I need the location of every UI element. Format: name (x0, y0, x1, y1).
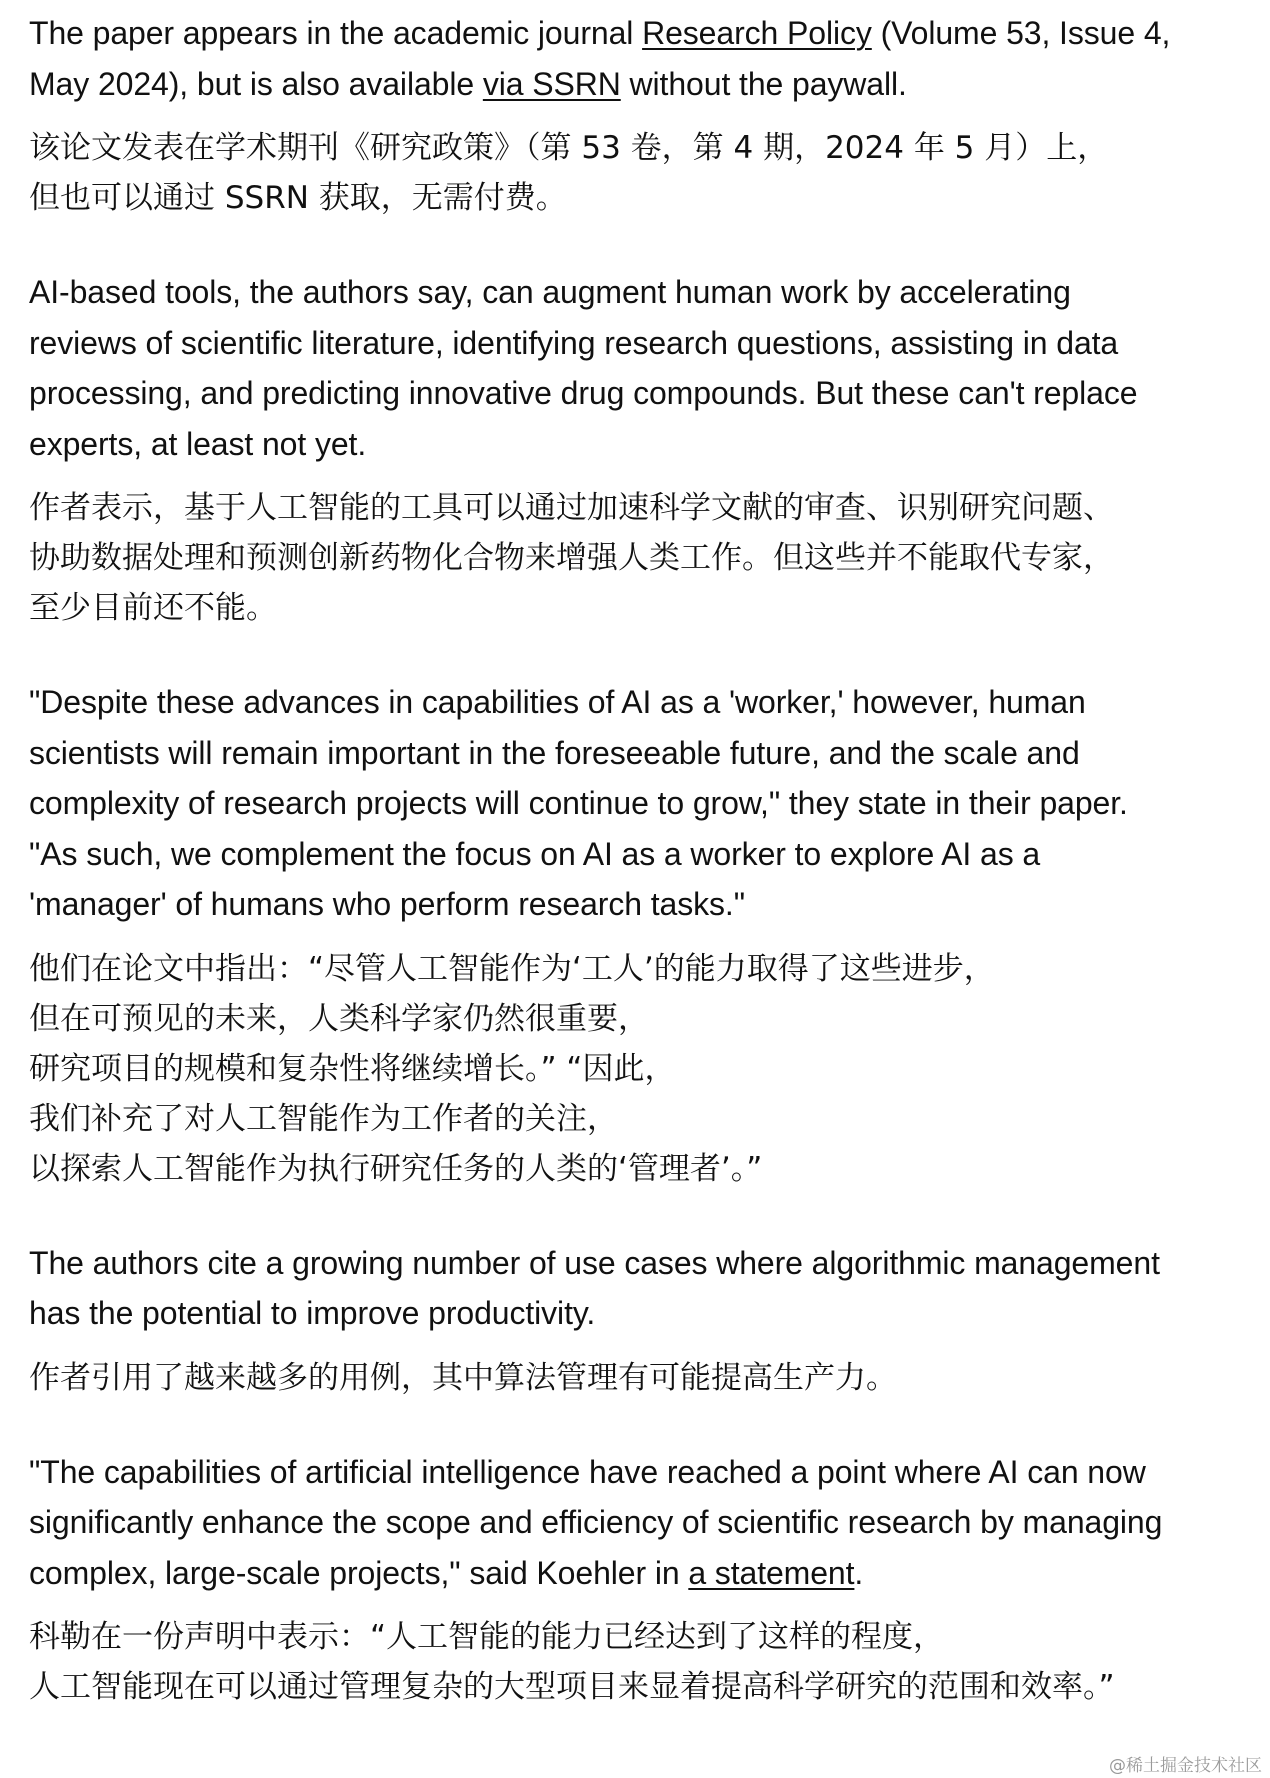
en-line: scientists will remain important in the foreseeable future, and the scale and (29, 734, 1080, 771)
text-segment: The paper appears in the academic journal (29, 15, 643, 51)
spacer (29, 633, 1249, 677)
spacer (29, 109, 1249, 123)
research-policy-link[interactable]: Research Policy (642, 15, 872, 51)
en-line: significantly enhance the scope and efficiency of scientific research by managing (29, 1504, 1163, 1540)
article-body (29, 8, 1249, 1712)
paragraph-zh-2 (29, 483, 1249, 633)
spacer (29, 1403, 1249, 1447)
paragraph-en-4 (29, 1238, 1249, 1339)
paragraph-en-5 (29, 1447, 1249, 1599)
spacer (29, 223, 1249, 267)
text-segment: complex, large-scale projects," said Koehler in (29, 1554, 689, 1591)
en-line: "The capabilities of artificial intelligence have reached a point where AI can now (29, 1453, 1146, 1490)
zh-line: 该论文发表在学术期刊《研究政策》（第 53 卷，第 4 期，2024 年 5 月）上， (29, 130, 1109, 166)
zh-line: 科勒在一份声明中表示：“人工智能的能力已经达到了这样的程度， (29, 1619, 945, 1655)
spacer (29, 1339, 1249, 1353)
en-line: 'manager' of humans who perform research tasks." (29, 886, 745, 922)
text-segment: (Volume 53, Issue 4, (871, 15, 1171, 51)
en-line: The authors cite a growing number of use cases where algorithmic management (29, 1244, 1160, 1281)
paragraph-en-1 (29, 8, 1249, 109)
statement-link[interactable]: a statement (688, 1554, 855, 1591)
zh-line: 协助数据处理和预测创新药物化合物来增强人类工作。但这些并不能取代专家， (29, 540, 1114, 576)
en-line: complexity of research projects will continue to grow," they state in their paper. (29, 785, 1128, 821)
en-line: reviews of scientific literature, identifying research questions, assisting in data (29, 324, 1119, 361)
zh-line: 我们补充了对人工智能作为工作者的关注， (29, 1100, 618, 1137)
spacer (29, 1598, 1249, 1612)
zh-line: 人工智能现在可以通过管理复杂的大型项目来显着提高科学研究的范围和效率。” (29, 1669, 1115, 1705)
spacer (29, 1194, 1249, 1238)
en-line: "Despite these advances in capabilities of AI as a 'worker,' however, human (29, 684, 1086, 720)
zh-line: 作者引用了越来越多的用例，其中算法管理有可能提高生产力。 (29, 1359, 897, 1396)
zh-line: 至少目前还不能。 (29, 590, 277, 626)
text-segment: without the paywall. (620, 65, 907, 102)
text-segment: . (854, 1554, 864, 1591)
zh-line: 他们在论文中指出：“尽管人工智能作为‘工人’的能力取得了这些进步， (29, 950, 995, 987)
zh-line: 研究项目的规模和复杂性将继续增长。” “因此， (29, 1050, 676, 1087)
spacer (29, 469, 1249, 483)
paragraph-zh-5 (29, 1612, 1249, 1712)
ssrn-link[interactable]: via SSRN (482, 65, 621, 102)
en-line: has the potential to improve productivity. (29, 1295, 596, 1331)
watermark: @稀土掘金技术社区 (1109, 1756, 1262, 1776)
paragraph-zh-3 (29, 944, 1249, 1194)
paragraph-zh-4 (29, 1353, 1249, 1403)
zh-line: 但在可预见的未来，人类科学家仍然很重要， (29, 1000, 649, 1037)
text-segment: May 2024), but is also available (29, 65, 483, 102)
paragraph-en-2 (29, 267, 1249, 469)
zh-line: 以探索人工智能作为执行研究任务的人类的‘管理者’。” (29, 1150, 763, 1187)
en-line: experts, at least not yet. (29, 425, 367, 462)
zh-line: 但也可以通过 SSRN 获取，无需付费。 (29, 180, 567, 216)
paragraph-en-3 (29, 677, 1249, 930)
zh-line: 作者表示，基于人工智能的工具可以通过加速科学文献的审查、识别研究问题、 (29, 490, 1114, 526)
spacer (29, 930, 1249, 944)
en-line: AI-based tools, the authors say, can augment human work by accelerating (29, 274, 1071, 310)
paragraph-zh-1 (29, 123, 1249, 223)
en-line: processing, and predicting innovative drug compounds. But these can't replace (29, 375, 1138, 411)
en-line: "As such, we complement the focus on AI as a worker to explore AI as a (29, 835, 1041, 872)
